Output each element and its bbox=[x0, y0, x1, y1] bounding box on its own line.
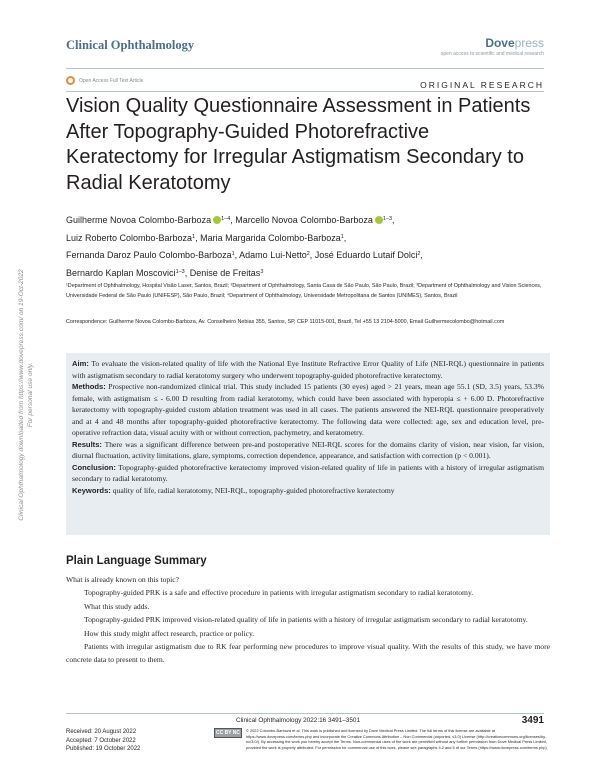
author-affiliation-ref: 2 bbox=[417, 251, 421, 257]
license-text: © 2022 Colombo-Barboza et al. This work is published and licensed by Dove Medical Press Limited. The full terms of this license are available at https://www.dovepress.com/terms.php and incorporate the Creative Commons Attribution – Non Commercial (unported, v3.0) License (http://creativecommons.org/licenses/by-nc/3.0/). By accessing the work you hereby accept the Terms. Non-commercial uses of the work are permitted without any further permission from Dove Medical Press Limited, provided the work is properly attributed. For permission for commercial use of this work, please see paragraphs 4.2 and 5 of our Terms (https://www.dovepress.com/terms.php). bbox=[246, 728, 548, 750]
page-number: 3491 bbox=[521, 715, 544, 726]
correspondence: Correspondence: Guilherme Novoa Colombo-Barboza, Av. Conselheiro Nebias 355, Santos, SP, CEP 11015-001, Brazil, Tel +55 13 2104-5000, Email Guilhermecolombo@hotmail.com bbox=[66, 319, 505, 325]
author-affiliation-ref: 2 bbox=[306, 251, 310, 257]
orcid-icon[interactable] bbox=[375, 216, 383, 224]
author-affiliation-ref: 3 bbox=[260, 268, 264, 275]
section-text: There was a significant difference between pre-and postoperative NEI-RQL scores for the domains clarity of vision, near vision, far vision, diurnal fluctuation, activity limitations, glare, symptoms, correction dependence, appearance, and satisfaction with correction (p < 0.001). bbox=[72, 439, 545, 460]
publisher-tagline: open access to scientific and medical research bbox=[440, 51, 544, 57]
received-date: Received: 20 August 2022 bbox=[66, 729, 137, 735]
author-list: Guilherme Novoa Colombo-Barboza $^{1-4}$, Marcello Novoa Colombo-Barboza $^{1-3}$, Luiz Roberto Colombo-Barboza$^1$, Maria Margarida Colombo-Barboza$^1$, Fernanda Daroz Paulo Colombo-Barboza$^1$, Adamo Lui-Netto$^2$, José Eduardo Lutaif Dolci$^2$, Bernardo Kaplan Moscovici$^{1-3}$, Denise de Freitas$^3$ bbox=[66, 215, 423, 278]
plain-language-summary bbox=[66, 573, 550, 667]
section-label: Conclusion: bbox=[72, 462, 116, 472]
abstract-results bbox=[72, 439, 544, 462]
section-label: Methods: bbox=[72, 382, 106, 391]
author-name[interactable]: Guilherme Novoa Colombo-Barboza bbox=[66, 215, 212, 225]
open-access-text: Open Access Full Text Article bbox=[79, 77, 144, 84]
author-affiliation-ref: 1–3 bbox=[175, 268, 185, 275]
author-affiliation-ref: 1–4 bbox=[221, 216, 231, 222]
publisher-logo[interactable] bbox=[441, 36, 544, 57]
abstract-conclusion bbox=[72, 462, 544, 485]
affiliations: ¹Department of Ophthalmology, Hospital Visão Laser, Santos, Brazil; ²Department of Ophthalmology, Santa Casa de São Paulo, São Paulo, Brazil; ³Department of Ophthalmology and Vision Sciences, Universidade Federal de São Paulo (UNIFESP), São Paulo, Brazil; ⁴Department of Ophthalmology, Universidade Metropolitana de Santos (UNIMES), Santos, Brazil bbox=[66, 283, 542, 299]
citation: Clinical Ophthalmology 2022:16 3491–3501 bbox=[236, 717, 360, 724]
publisher-name-accent: press bbox=[514, 36, 544, 50]
article-title: Vision Quality Questionnaire Assessment in Patients After Topography-Guided Photorefractive Keratectomy for Irregular Astigmatism Secondary to Radial Keratotomy bbox=[66, 95, 531, 194]
section-label: Results: bbox=[72, 439, 102, 449]
creative-commons-icon[interactable]: CC BY NC bbox=[215, 730, 241, 736]
section-label: Aim: bbox=[72, 359, 89, 368]
author-affiliation-ref: 1 bbox=[192, 233, 196, 240]
watermark-line: For personal use only. bbox=[27, 362, 34, 428]
author-name[interactable]: Luiz Roberto Colombo-Barboza bbox=[66, 232, 193, 243]
author-affiliation-ref: 1 bbox=[340, 233, 344, 240]
footer-divider bbox=[66, 713, 544, 714]
abstract-box bbox=[66, 353, 550, 535]
section-text: Topography-guided photorefractive keratectomy improved vision-related quality of life in patients with a history of irregular astigmatism secondary to radial keratotomy. bbox=[72, 462, 545, 483]
abstract-keywords bbox=[72, 485, 544, 497]
article-type: ORIGINAL RESEARCH bbox=[420, 80, 544, 90]
publication-dates bbox=[66, 728, 140, 754]
summary-answer: Topography-guided PRK improved vision-related quality of life in patients with a history of irregular astigmatism secondary to radial keratotomy. bbox=[84, 615, 528, 625]
author-name[interactable]: Fernanda Daroz Paulo Colombo-Barboza bbox=[66, 250, 232, 260]
watermark-line: Clinical Ophthalmology downloaded from https://www.dovepress.com/ on 19-Oct-2022 bbox=[18, 269, 25, 521]
author-name[interactable]: José Eduardo Lutaif Dolci bbox=[314, 250, 418, 260]
section-text: Prospective non-randomized clinical trial. This study included 15 patients (30 eyes) aged > 21 years, mean age 55.1 (SD, 3.5) years, 53.3% female, with astigmatism ≤ - 6.00 D resulting from radial keratotomy, which could have been associated with hyperopia ≤ + 6.00 D. Photorefractive keratectomy with topography-guided custom ablation treatment was used in all cases. The patients answered the NEI-RQL questionnaire preoperatively and at 4 and 48 months after topography-guided photorefractive keratectomy. The following data were collected: age, sex and education level, pre-operative refraction data, visual acuity with or without correction, pachymetry, and keratometry. bbox=[72, 382, 544, 437]
abstract-methods bbox=[72, 381, 544, 439]
accepted-date: Accepted: 7 October 2022 bbox=[66, 737, 136, 744]
open-access-icon bbox=[66, 76, 75, 85]
summary-answer: Topography-guided PRK is a safe and effective procedure in patients with irregular astigmatism secondary to radial keratotomy. bbox=[84, 588, 474, 598]
header-divider bbox=[66, 68, 544, 69]
abstract-aim bbox=[72, 358, 544, 381]
published-date: Published: 19 October 2022 bbox=[66, 746, 141, 753]
summary-question: What this study adds. bbox=[84, 601, 150, 611]
open-access-label bbox=[66, 76, 143, 85]
author-name[interactable]: Adamo Lui-Netto bbox=[239, 250, 307, 260]
section-text: To evaluate the vision-related quality of life with the National Eye Institute Refractive Error Quality of Life (NEI-RQL) questionnaire in patients with astigmatism secondary to radial keratotomy surgery who underwent topography-guided photorefractive keratectomy. bbox=[72, 359, 544, 380]
publisher-name: Dove bbox=[485, 36, 515, 50]
summary-question: What is already known on this topic? bbox=[66, 575, 180, 584]
author-affiliation-ref: 1–3 bbox=[382, 216, 393, 222]
section-label: Keywords: bbox=[72, 485, 111, 495]
summary-question: How this study might affect research, practice or policy. bbox=[84, 628, 255, 638]
author-name[interactable]: Maria Margarida Colombo-Barboza bbox=[200, 232, 341, 243]
author-name[interactable]: Marcello Novoa Colombo-Barboza bbox=[235, 215, 373, 225]
section-text: quality of life, radial keratotomy, NEI-RQL, topography-guided photorefractive keratectomy bbox=[112, 485, 395, 495]
orcid-icon[interactable] bbox=[213, 216, 221, 224]
author-name[interactable]: Bernardo Kaplan Moscovici bbox=[66, 267, 176, 278]
summary-answer: Patients with irregular astigmatism due to RK fear performing new procedures to improve visual quality. With the results of this study, we have more concrete data to present to them. bbox=[66, 642, 550, 665]
author-affiliation-ref: 1 bbox=[231, 251, 235, 257]
plain-language-heading: Plain Language Summary bbox=[66, 555, 207, 567]
journal-title: Clinical Ophthalmology bbox=[66, 38, 195, 52]
license-block bbox=[214, 728, 550, 750]
author-name[interactable]: Denise de Freitas bbox=[189, 267, 261, 278]
title-divider bbox=[66, 91, 544, 92]
